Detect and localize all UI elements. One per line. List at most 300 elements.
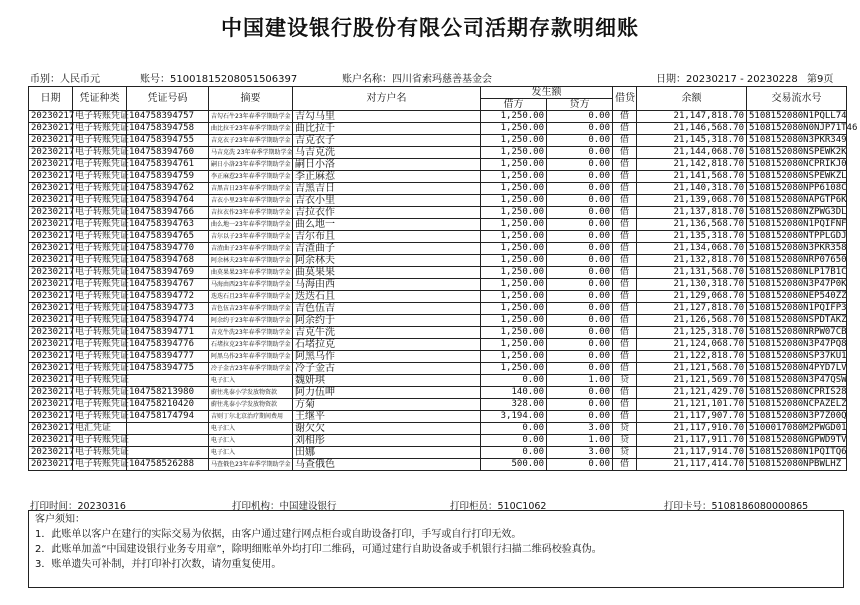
cell-dc: 借 (613, 351, 637, 363)
cell-summary: 吉勾石牛23年春季学期助学金 (209, 111, 293, 123)
date-range: 20230217 - 20230228 (686, 74, 798, 85)
table-row (29, 159, 847, 171)
cell-dc: 借 (613, 147, 637, 159)
cell-voucher-type: 电子转账凭证 (73, 123, 127, 135)
cell-date: 20230217 (29, 327, 73, 339)
cell-dc: 贷 (613, 447, 637, 459)
cell-txn-no: 5108152080N1PQIFNF (747, 219, 847, 231)
cell-voucher-type: 电子转账凭证 (73, 147, 127, 159)
cell-debit: 1,250.00 (481, 327, 547, 339)
cell-credit: 0.00 (547, 219, 613, 231)
cell-debit: 1,250.00 (481, 363, 547, 375)
cell-counterparty: 谢欠欠 (293, 423, 481, 435)
cell-date: 20230217 (29, 171, 73, 183)
cell-dc: 借 (613, 207, 637, 219)
cell-summary: 曲比拉千23年春季学期助学金 (209, 123, 293, 135)
cell-date: 20230217 (29, 315, 73, 327)
cell-date: 20230217 (29, 399, 73, 411)
cell-voucher-type: 电子转账凭证 (73, 183, 127, 195)
print-counter-value: 510C1062 (497, 501, 547, 512)
currency-value: 人民币元 (60, 74, 100, 85)
cell-debit: 1,250.00 (481, 279, 547, 291)
cell-txn-no: 5108152080NAPGTP6K (747, 195, 847, 207)
cell-voucher-type: 电子转账凭证 (73, 387, 127, 399)
cell-credit: 0.00 (547, 183, 613, 195)
cell-voucher-no: 104758394771 (127, 327, 209, 339)
cell-voucher-type: 电子转账凭证 (73, 375, 127, 387)
cell-balance: 21,140,318.70 (637, 183, 747, 195)
cell-credit: 0.00 (547, 279, 613, 291)
cell-debit: 1,250.00 (481, 339, 547, 351)
table-row (29, 375, 847, 387)
cell-balance: 21,146,568.70 (637, 123, 747, 135)
table-row (29, 255, 847, 267)
cell-dc: 借 (613, 303, 637, 315)
cell-voucher-no: 104758394758 (127, 123, 209, 135)
cell-date: 20230217 (29, 363, 73, 375)
cell-counterparty: 阿余约于 (293, 315, 481, 327)
table-row (29, 267, 847, 279)
cell-voucher-type: 电子转账凭证 (73, 243, 127, 255)
cell-credit: 1.00 (547, 435, 613, 447)
cell-debit: 1,250.00 (481, 255, 547, 267)
cell-voucher-type: 电子转账凭证 (73, 195, 127, 207)
cell-txn-no: 5108152080NZPWG3DL (747, 207, 847, 219)
header-balance: 余额 (637, 87, 747, 111)
cell-voucher-type: 电子转账凭证 (73, 303, 127, 315)
cell-dc: 贷 (613, 435, 637, 447)
cell-date: 20230217 (29, 423, 73, 435)
cell-debit: 1,250.00 (481, 111, 547, 123)
cell-voucher-type: 电子转账凭证 (73, 231, 127, 243)
cell-debit: 328.00 (481, 399, 547, 411)
cell-balance: 21,121,429.70 (637, 387, 747, 399)
cell-voucher-no (127, 447, 209, 459)
cell-credit: 0.00 (547, 315, 613, 327)
print-card-label: 打印卡号： (664, 501, 712, 512)
cell-balance: 21,121,101.70 (637, 399, 747, 411)
cell-voucher-no: 104758526288 (127, 459, 209, 471)
cell-date: 20230217 (29, 123, 73, 135)
cell-counterparty: 吉黑吉日 (293, 183, 481, 195)
cell-voucher-type: 电子转账凭证 (73, 159, 127, 171)
header-voucher-no: 凭证号码 (127, 87, 209, 111)
table-row (29, 411, 847, 423)
print-counter-label: 打印柜员： (450, 501, 498, 512)
cell-summary: 吉黑吉日23年春季学期助学金 (209, 183, 293, 195)
cell-dc: 借 (613, 183, 637, 195)
cell-txn-no: 5108152080N1PQITQ6 (747, 447, 847, 459)
cell-summary: 蔚往兆泰小学发放物资款 (209, 387, 293, 399)
cell-date: 20230217 (29, 411, 73, 423)
cell-txn-no: 5108152080NSPEWKZL (747, 171, 847, 183)
cell-date: 20230217 (29, 459, 73, 471)
cell-counterparty: 吉拉衣作 (293, 207, 481, 219)
cell-voucher-type: 电子转账凭证 (73, 435, 127, 447)
cell-credit: 0.00 (547, 207, 613, 219)
cell-date: 20230217 (29, 267, 73, 279)
print-card-value: 5108186080000865 (711, 501, 809, 512)
cell-balance: 21,117,911.70 (637, 435, 747, 447)
cell-voucher-no: 104758394764 (127, 195, 209, 207)
cell-txn-no: 5108152080NCPAZELZ (747, 399, 847, 411)
table-row (29, 171, 847, 183)
table-row (29, 315, 847, 327)
cell-voucher-no: 104758174794 (127, 411, 209, 423)
cell-counterparty: 李正麻惹 (293, 171, 481, 183)
cell-summary: 吉则丁尔北京治疗期间费用 (209, 411, 293, 423)
cell-balance: 21,121,569.70 (637, 375, 747, 387)
cell-voucher-type: 电子转账凭证 (73, 351, 127, 363)
notes-item: 1．此账单以客户在建行的实际交易为依据，由客户通过建行网点柜台或自助设备打印，手写或自行打印无效。 (35, 529, 522, 540)
cell-dc: 借 (613, 363, 637, 375)
cell-balance: 21,127,818.70 (637, 303, 747, 315)
cell-txn-no: 5108152080NEP540ZZ (747, 291, 847, 303)
cell-voucher-type: 电子转账凭证 (73, 459, 127, 471)
cell-summary: 李正麻惹23年春季学期助学金 (209, 171, 293, 183)
cell-txn-no: 5108152080NPBWLHZ (747, 459, 847, 471)
cell-balance: 21,125,318.70 (637, 327, 747, 339)
table-row (29, 327, 847, 339)
header-voucher-type: 凭证种类 (73, 87, 127, 111)
cell-txn-no: 5108152080N0NJP71T46 (747, 123, 847, 135)
statement-rows (29, 111, 858, 471)
cell-txn-no: 5108152080NRP07650 (747, 255, 847, 267)
header-date: 日期 (29, 87, 73, 111)
cell-voucher-type: 电子转账凭证 (73, 255, 127, 267)
table-row (29, 459, 847, 471)
cell-balance: 21,144,068.70 (637, 147, 747, 159)
cell-counterparty: 阿力伍呷 (293, 387, 481, 399)
cell-balance: 21,126,568.70 (637, 315, 747, 327)
cell-balance: 21,137,818.70 (637, 207, 747, 219)
cell-balance: 21,136,568.70 (637, 219, 747, 231)
cell-voucher-no: 104758394769 (127, 267, 209, 279)
cell-summary: 曲莫果果23年春季学期助学金 (209, 267, 293, 279)
cell-dc: 借 (613, 243, 637, 255)
cell-debit: 1,250.00 (481, 207, 547, 219)
cell-balance: 21,117,414.70 (637, 459, 747, 471)
cell-voucher-no: 104758394766 (127, 207, 209, 219)
cell-dc: 借 (613, 159, 637, 171)
cell-voucher-type: 电子转账凭证 (73, 171, 127, 183)
cell-counterparty: 马吉克洗 (293, 147, 481, 159)
cell-voucher-no: 104758394772 (127, 291, 209, 303)
cell-counterparty: 迭迭石且 (293, 291, 481, 303)
cell-date: 20230217 (29, 447, 73, 459)
cell-date: 20230217 (29, 243, 73, 255)
cell-voucher-no: 104758394762 (127, 183, 209, 195)
cell-balance: 21,132,818.70 (637, 255, 747, 267)
cell-debit: 1,250.00 (481, 351, 547, 363)
account-name: 四川省索玛慈善基金会 (392, 74, 492, 85)
cell-counterparty: 曲莫果果 (293, 267, 481, 279)
cell-txn-no: 5100017080M2PWGD01 (747, 423, 847, 435)
print-time-value: 20230316 (77, 501, 126, 512)
cell-debit: 1,250.00 (481, 315, 547, 327)
cell-dc: 借 (613, 267, 637, 279)
cell-counterparty: 石堵拉克 (293, 339, 481, 351)
cell-credit: 0.00 (547, 147, 613, 159)
print-time-label: 打印时间： (30, 501, 78, 512)
cell-debit: 1,250.00 (481, 303, 547, 315)
cell-counterparty: 马海由西 (293, 279, 481, 291)
cell-voucher-type: 电汇凭证 (73, 423, 127, 435)
cell-voucher-type: 电子转账凭证 (73, 315, 127, 327)
header-dc: 借贷 (613, 87, 637, 111)
cell-debit: 0.00 (481, 423, 547, 435)
cell-debit: 500.00 (481, 459, 547, 471)
cell-txn-no: 5108152080N3P47QSW (747, 375, 847, 387)
cell-summary: 阿余林夫23年春季学期助学金 (209, 255, 293, 267)
cell-summary: 马海由西23年春季学期助学金 (209, 279, 293, 291)
cell-dc: 借 (613, 135, 637, 147)
cell-summary: 石堵拉克23年春季学期助学金 (209, 339, 293, 351)
cell-debit: 1,250.00 (481, 123, 547, 135)
cell-counterparty: 曲么地一 (293, 219, 481, 231)
cell-dc: 借 (613, 387, 637, 399)
cell-summary: 嗣日小洛23年春季学期助学金 (209, 159, 293, 171)
cell-txn-no: 5108152080NCPRIS28 (747, 387, 847, 399)
cell-balance: 21,135,318.70 (637, 231, 747, 243)
cell-summary: 阿黑乌作23年春季学期助学金 (209, 351, 293, 363)
cell-credit: 0.00 (547, 159, 613, 171)
date-range-info (656, 70, 798, 85)
statement-table-wrapper (28, 86, 858, 471)
cell-voucher-type: 电子转账凭证 (73, 291, 127, 303)
cell-summary: 吉渣曲子23年春季学期助学金 (209, 243, 293, 255)
cell-debit: 3,194.00 (481, 411, 547, 423)
cell-credit: 0.00 (547, 351, 613, 363)
cell-voucher-type: 电子转账凭证 (73, 411, 127, 423)
table-row (29, 123, 847, 135)
cell-credit: 0.00 (547, 363, 613, 375)
cell-date: 20230217 (29, 351, 73, 363)
table-row (29, 423, 847, 435)
cell-counterparty: 方菊 (293, 399, 481, 411)
cell-credit: 0.00 (547, 327, 613, 339)
cell-credit: 0.00 (547, 339, 613, 351)
cell-voucher-type: 电子转账凭证 (73, 399, 127, 411)
cell-voucher-no: 104758394777 (127, 351, 209, 363)
cell-debit: 1,250.00 (481, 183, 547, 195)
cell-counterparty: 吉克牛洗 (293, 327, 481, 339)
cell-voucher-type: 电子转账凭证 (73, 327, 127, 339)
cell-credit: 0.00 (547, 411, 613, 423)
table-row (29, 183, 847, 195)
table-row (29, 243, 847, 255)
table-row (29, 303, 847, 315)
cell-debit: 1,250.00 (481, 171, 547, 183)
cell-voucher-type: 电子转账凭证 (73, 447, 127, 459)
account-number: 51001815208051506397 (170, 74, 298, 85)
cell-credit: 0.00 (547, 459, 613, 471)
cell-txn-no: 5108152080NTPPLGDJ (747, 231, 847, 243)
cell-credit: 0.00 (547, 111, 613, 123)
cell-summary: 马查俄色23年春季学期助学金 (209, 459, 293, 471)
cell-credit: 3.00 (547, 423, 613, 435)
cell-voucher-no: 104758394774 (127, 315, 209, 327)
cell-dc: 借 (613, 219, 637, 231)
cell-credit: 0.00 (547, 123, 613, 135)
cell-summary: 阿余约于23年春季学期助学金 (209, 315, 293, 327)
cell-date: 20230217 (29, 387, 73, 399)
cell-date: 20230217 (29, 255, 73, 267)
cell-summary: 马吉克洗 23年春季学期助学金 (209, 147, 293, 159)
cell-voucher-no: 104758394770 (127, 243, 209, 255)
cell-debit: 0.00 (481, 447, 547, 459)
header-debit: 借方 (481, 99, 547, 111)
table-row (29, 231, 847, 243)
cell-dc: 贷 (613, 375, 637, 387)
cell-balance: 21,142,818.70 (637, 159, 747, 171)
table-row (29, 135, 847, 147)
cell-voucher-no: 104758394765 (127, 231, 209, 243)
account-info (140, 70, 297, 85)
cell-voucher-no: 104758394776 (127, 339, 209, 351)
cell-balance: 21,141,568.70 (637, 171, 747, 183)
cell-debit: 1,250.00 (481, 159, 547, 171)
cell-voucher-type: 电子转账凭证 (73, 363, 127, 375)
cell-debit: 1,250.00 (481, 135, 547, 147)
cell-date: 20230217 (29, 339, 73, 351)
cell-counterparty: 阿黑乌作 (293, 351, 481, 363)
cell-dc: 借 (613, 327, 637, 339)
cell-credit: 0.00 (547, 303, 613, 315)
header-summary: 摘要 (209, 87, 293, 111)
cell-credit: 1.00 (547, 375, 613, 387)
table-row (29, 219, 847, 231)
print-org-label: 打印机构： (232, 501, 280, 512)
cell-voucher-type: 电子转账凭证 (73, 339, 127, 351)
cell-credit: 3.00 (547, 447, 613, 459)
cell-txn-no: 5108152080NSPEWK2K (747, 147, 847, 159)
cell-dc: 借 (613, 255, 637, 267)
cell-counterparty: 田娜 (293, 447, 481, 459)
cell-counterparty: 阿余林夫 (293, 255, 481, 267)
cell-txn-no: 5108152080NLP17B1C (747, 267, 847, 279)
cell-txn-no: 5108152080N3P7Z00Q (747, 411, 847, 423)
table-row (29, 387, 847, 399)
notes-item: 2．此账单加盖“中国建设银行业务专用章”，除明细账单外均打印二维码，可通过建行自助设备或手机银行扫描二维码校验真伪。 (35, 544, 602, 555)
cell-debit: 1,250.00 (481, 219, 547, 231)
page-number: 第9页 (807, 74, 834, 85)
cell-balance: 21,145,318.70 (637, 135, 747, 147)
cell-counterparty: 吉渣曲子 (293, 243, 481, 255)
cell-summary: 吉拉衣作23年春季学期助学金 (209, 207, 293, 219)
statement-table (28, 86, 858, 471)
cell-counterparty: 吉色伍吉 (293, 303, 481, 315)
table-row (29, 339, 847, 351)
notes-heading: 客户须知： (35, 514, 85, 525)
cell-balance: 21,129,068.70 (637, 291, 747, 303)
cell-voucher-no: 104758213980 (127, 387, 209, 399)
header-counterparty: 对方户名 (293, 87, 481, 111)
cell-balance: 21,121,568.70 (637, 363, 747, 375)
currency-label: 币别： (30, 74, 60, 85)
cell-credit: 0.00 (547, 267, 613, 279)
cell-credit: 0.00 (547, 387, 613, 399)
customer-notes (28, 510, 844, 588)
cell-dc: 借 (613, 123, 637, 135)
cell-credit: 0.00 (547, 171, 613, 183)
cell-credit: 0.00 (547, 399, 613, 411)
cell-credit: 0.00 (547, 243, 613, 255)
page-title: 中国建设银行股份有限公司活期存款明细账 (221, 15, 639, 40)
cell-voucher-no: 104758394757 (127, 111, 209, 123)
cell-balance: 21,131,568.70 (637, 267, 747, 279)
cell-counterparty: 王继平 (293, 411, 481, 423)
cell-voucher-no: 104758394755 (127, 135, 209, 147)
cell-counterparty: 吉勾马里 (293, 111, 481, 123)
cell-date: 20230217 (29, 183, 73, 195)
cell-txn-no: 5108152080NSPDTAKZ (747, 315, 847, 327)
cell-summary: 吉克衣子23年春季学期助学金 (209, 135, 293, 147)
cell-date: 20230217 (29, 195, 73, 207)
cell-date: 20230217 (29, 279, 73, 291)
cell-voucher-no (127, 375, 209, 387)
cell-dc: 贷 (613, 423, 637, 435)
cell-balance: 21,130,318.70 (637, 279, 747, 291)
cell-debit: 0.00 (481, 375, 547, 387)
cell-txn-no: 5108152080N4PYD7LV (747, 363, 847, 375)
table-row (29, 447, 847, 459)
cell-dc: 借 (613, 171, 637, 183)
cell-voucher-no: 104758394768 (127, 255, 209, 267)
cell-date: 20230217 (29, 111, 73, 123)
cell-voucher-no: 104758210420 (127, 399, 209, 411)
table-row (29, 111, 847, 123)
cell-date: 20230217 (29, 231, 73, 243)
cell-dc: 借 (613, 291, 637, 303)
cell-txn-no: 5108152080NGPWD9TV (747, 435, 847, 447)
cell-summary: 蔚往兆泰小学发放物资款 (209, 399, 293, 411)
table-row (29, 279, 847, 291)
cell-dc: 借 (613, 339, 637, 351)
table-row (29, 435, 847, 447)
cell-debit: 1,250.00 (481, 147, 547, 159)
account-name-label: 账户名称： (342, 74, 392, 85)
table-row (29, 207, 847, 219)
table-row (29, 147, 847, 159)
cell-dc: 借 (613, 411, 637, 423)
cell-balance: 21,122,818.70 (637, 351, 747, 363)
table-row (29, 351, 847, 363)
cell-txn-no: 5108152080NCPRIKJ0 (747, 159, 847, 171)
cell-summary: 曲么地一23年春季学期助学金 (209, 219, 293, 231)
cell-summary: 吉色伍吉23年春季学期助学金 (209, 303, 293, 315)
cell-voucher-type: 电子转账凭证 (73, 219, 127, 231)
cell-txn-no: 5108152080N3P47P0K (747, 279, 847, 291)
cell-dc: 借 (613, 111, 637, 123)
cell-date: 20230217 (29, 135, 73, 147)
cell-counterparty: 冷子金古 (293, 363, 481, 375)
cell-voucher-no (127, 435, 209, 447)
cell-counterparty: 马查俄色 (293, 459, 481, 471)
account-name-info (342, 70, 492, 85)
cell-credit: 0.00 (547, 135, 613, 147)
cell-balance: 21,117,910.70 (637, 423, 747, 435)
cell-dc: 借 (613, 231, 637, 243)
cell-balance: 21,117,914.70 (637, 447, 747, 459)
cell-summary: 冷子金古23年春季学期助学金 (209, 363, 293, 375)
cell-counterparty: 吉衣小里 (293, 195, 481, 207)
cell-debit: 1,250.00 (481, 267, 547, 279)
cell-txn-no: 5108152080N3PKR358 (747, 243, 847, 255)
cell-date: 20230217 (29, 303, 73, 315)
cell-debit: 1,250.00 (481, 243, 547, 255)
cell-credit: 0.00 (547, 231, 613, 243)
